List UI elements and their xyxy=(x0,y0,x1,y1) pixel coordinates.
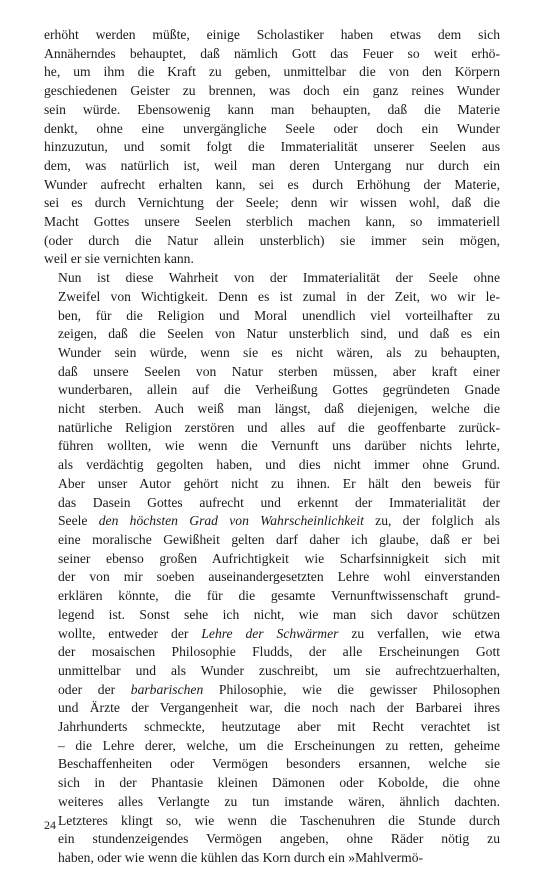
text-line xyxy=(44,737,500,756)
text-run: wunderbaren, allein auf die Verheißung Gottes gegründeten Gnade xyxy=(58,382,500,398)
text-line xyxy=(44,475,500,494)
text-run: Beschaffenheiten oder Vermögen besonders ersannen, welche sie xyxy=(58,756,500,772)
italic-phrase: Lehre der Schwärmer xyxy=(201,625,339,641)
text-run: hinzuzutun, und somit folgt die Immaterialität unserer Seelen aus xyxy=(44,139,500,155)
text-run: zu, der folglich als xyxy=(363,513,501,529)
text-line xyxy=(44,400,500,419)
text-line xyxy=(44,606,500,625)
text-line xyxy=(44,849,500,868)
page-number: 24 xyxy=(44,818,56,832)
text-line xyxy=(44,307,500,326)
text-run: zeigen, daß die Seelen von Natur unsterblich sind, und daß es ein xyxy=(58,326,500,342)
text-run: oder der xyxy=(58,681,131,697)
italic-phrase: den höchsten Grad von Wahrscheinlichkeit xyxy=(98,513,364,529)
text-line xyxy=(44,643,500,662)
text-run: eine moralische Gewißheit gelten darf daher ich glaube, daß er bei xyxy=(58,531,500,547)
text-run: wollte, entweder der xyxy=(58,625,202,641)
text-line xyxy=(44,101,500,120)
text-run: weil er sie vernichten kann. xyxy=(44,251,194,267)
text-run: der mosaischen Philosophie Fludds, der alle Erscheinungen Gott xyxy=(58,644,500,660)
paragraph xyxy=(44,269,500,868)
text-line xyxy=(44,213,500,232)
text-run: sein würde. Ebensowenig kann man behaupten, daß die Materie xyxy=(44,101,500,117)
text-line xyxy=(44,26,500,45)
italic-phrase: barbarischen xyxy=(130,681,204,697)
text-line xyxy=(44,269,500,288)
text-run: als verdächtig gegolten haben, und dies nicht immer ohne Grund. xyxy=(58,457,500,473)
text-run: Philosophie, wie die gewisser Philosophen xyxy=(203,681,501,697)
text-line xyxy=(44,456,500,475)
text-run: legend ist. Sonst sehe ich nicht, wie man sich davor schützen xyxy=(58,606,500,622)
text-run: Letzteres klingt so, wie wenn die Taschenuhren die Stunde durch xyxy=(58,812,500,828)
text-run: Zweifel von Wichtigkeit. Denn es ist zumal in der Zeit, wo wir le- xyxy=(58,288,500,304)
text-line xyxy=(44,568,500,587)
text-line xyxy=(44,494,500,513)
text-run: sich in der Phantasie kleinen Dämonen oder Kobolde, die ohne xyxy=(58,775,500,791)
text-run: dem, was natürlich ist, weil man deren Untergang nur durch ein xyxy=(44,157,500,173)
text-line xyxy=(44,437,500,456)
text-run: unmittelbar und als Wunder zuschreibt, um sie aufrechtzuerhalten, xyxy=(58,662,500,678)
text-line xyxy=(44,830,500,849)
text-line xyxy=(44,755,500,774)
text-line xyxy=(44,250,500,269)
book-page-text xyxy=(44,26,500,868)
text-line xyxy=(44,363,500,382)
text-line xyxy=(44,232,500,251)
text-run: das Dasein Gottes aufrecht und erkennt der Immaterialität der xyxy=(58,494,500,510)
text-line xyxy=(44,381,500,400)
text-line xyxy=(44,812,500,831)
text-run: erhöht werden müßte, einige Scholastiker haben etwas dem sich xyxy=(44,27,500,42)
text-run: Wunder sein würde, wenn sie es nicht wären, als zu behaupten, xyxy=(58,344,500,360)
text-run: Aber unser Autor gehört nicht zu ihnen. Er hält den beweis für xyxy=(58,475,500,491)
text-line xyxy=(44,512,500,531)
text-run: nicht sterben. Auch weiß man längst, daß diejenigen, welche die xyxy=(58,401,500,417)
text-run: haben, oder wie wenn die kühlen das Korn durch ein »Mahlvermö- xyxy=(58,849,424,865)
text-run: geschiedenen Geister zu brennen, was doch ein ganz reines Wunder xyxy=(44,83,500,99)
text-line xyxy=(44,681,500,700)
text-line xyxy=(44,699,500,718)
text-line xyxy=(44,288,500,307)
text-run: (oder durch die Natur allein unsterblich) sie immer sein mögen, xyxy=(44,232,500,248)
text-run: zu verfallen, wie etwa xyxy=(338,625,500,641)
text-run: ein stundenzeigendes Vermögen angeben, ohne Räder nötig zu xyxy=(58,831,500,847)
text-run: führen wollten, wie wenn die Vernunft uns darüber nichts lehrte, xyxy=(58,438,500,454)
text-line xyxy=(44,550,500,569)
text-line xyxy=(44,344,500,363)
text-run: erklären könnte, die für die gesamte Vernunftwissenschaft grund- xyxy=(58,588,500,604)
text-line xyxy=(44,531,500,550)
text-run: der von mir soeben auseinandergesetzten Lehre wohl einverstanden xyxy=(58,569,500,585)
text-run: Macht Gottes unsere Seelen sterblich machen kann, so immateriell xyxy=(44,214,500,230)
text-line xyxy=(44,662,500,681)
text-line xyxy=(44,138,500,157)
text-line xyxy=(44,587,500,606)
text-run: – die Lehre derer, welche, um die Erscheinungen zu retten, geheime xyxy=(58,737,500,753)
text-line xyxy=(44,325,500,344)
text-run: weiteres alles Verlangte zu tun imstande wären, ähnlich dachten. xyxy=(58,793,500,809)
text-line xyxy=(44,419,500,438)
text-run: denkt, ohne eine unvergängliche Seele oder doch ein Wunder xyxy=(44,120,500,136)
text-run: natürliche Religion zerstören und alles auf die geoffenbarte zurück- xyxy=(58,419,500,435)
text-line xyxy=(44,194,500,213)
text-line xyxy=(44,45,500,64)
text-run: Wunder aufrecht erhalten kann, sei es durch Erhöhung der Materie, xyxy=(44,176,500,192)
text-line xyxy=(44,63,500,82)
text-line xyxy=(44,793,500,812)
text-line xyxy=(44,157,500,176)
text-run: Seele xyxy=(58,513,99,529)
text-run: Nun ist diese Wahrheit von der Immaterialität der Seele ohne xyxy=(58,270,500,286)
text-run: daß unsere Seelen von Natur sterben müssen, aber kraft einer xyxy=(58,363,500,379)
text-line xyxy=(44,625,500,644)
text-run: sei es durch Vernichtung der Seele; denn wir wissen wohl, daß die xyxy=(44,195,500,211)
text-run: he, um ihm die Kraft zu geben, unmittelbar die von den Körpern xyxy=(44,64,500,80)
text-line xyxy=(44,120,500,139)
text-line xyxy=(44,176,500,195)
text-run: ben, für die Religion und Moral unendlich viel vorteilhafter zu xyxy=(58,307,500,323)
text-run: und Ärzte der Vergangenheit war, die noch nach der Barbarei ihres xyxy=(58,700,500,716)
paragraph xyxy=(44,26,500,269)
text-run: Jahrhunderts schmeckte, heutzutage aber mit Recht verachtet ist xyxy=(58,719,500,735)
text-run: Annäherndes behauptet, daß nämlich Gott das Feuer so weit erhö- xyxy=(44,45,500,61)
text-line xyxy=(44,774,500,793)
text-line xyxy=(44,718,500,737)
text-run: seiner ebenso großen Aufrichtigkeit wie Scharfsinnigkeit sich mit xyxy=(58,550,500,566)
text-line xyxy=(44,82,500,101)
